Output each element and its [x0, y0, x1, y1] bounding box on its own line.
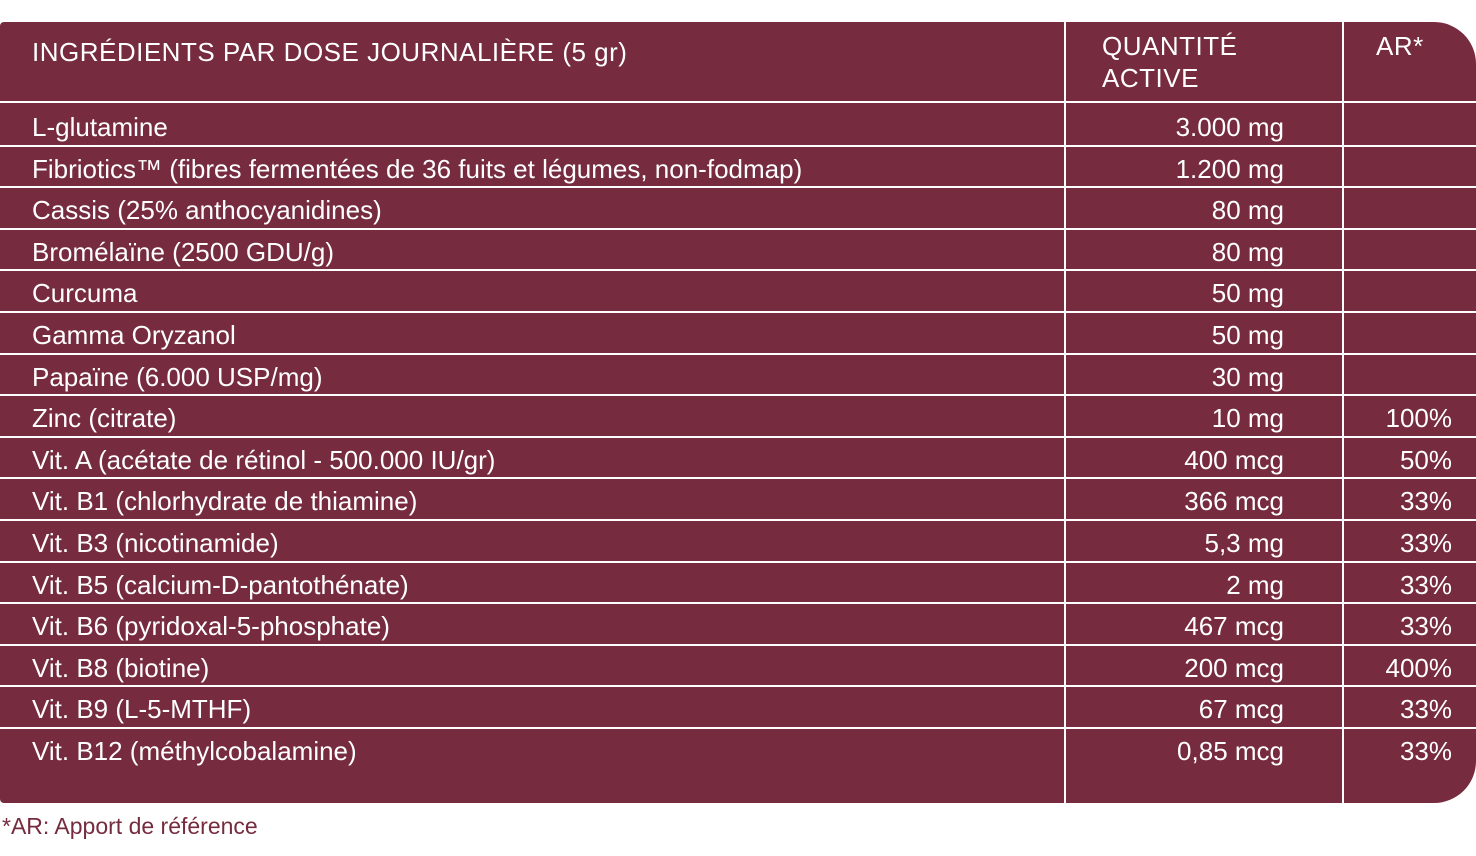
table-row [0, 646, 1476, 688]
quantity-cell: 50 mg [1211, 319, 1284, 350]
ingredient-cell: Vit. B1 (chlorhydrate de thiamine) [32, 486, 418, 517]
table-row [0, 355, 1476, 397]
ingredient-cell: Vit. B3 (nicotinamide) [32, 527, 279, 558]
ar-cell: 33% [1399, 611, 1452, 642]
ar-cell: 33% [1399, 527, 1452, 558]
table-row [0, 105, 1476, 147]
header-ingredient: INGRÉDIENTS PAR DOSE JOURNALIÈRE (5 gr) [32, 37, 628, 67]
quantity-cell: 200 mcg [1184, 652, 1284, 683]
ingredient-cell: Fibriotics™ (fibres fermentées de 36 fuits et légumes, non-fodmap) [32, 153, 803, 184]
table-row [0, 313, 1476, 355]
ingredient-cell: Vit. B9 (L-5-MTHF) [32, 694, 252, 725]
quantity-cell: 2 mg [1226, 569, 1284, 600]
ingredient-cell: Vit. B6 (pyridoxal-5-phosphate) [32, 611, 390, 642]
ingredient-cell: L-glutamine [32, 112, 168, 142]
header-quantity: QUANTITÉ ACTIVE [1102, 31, 1238, 93]
ingredient-cell: Cassis (25% anthocyanidines) [32, 195, 382, 226]
table-row [0, 271, 1476, 313]
quantity-cell: 50 mg [1211, 278, 1284, 309]
quantity-cell: 5,3 mg [1204, 527, 1284, 558]
quantity-cell: 467 mcg [1184, 611, 1284, 642]
quantity-cell: 30 mg [1211, 361, 1284, 392]
ingredient-cell: Papaïne (6.000 USP/mg) [32, 361, 323, 392]
table-row [0, 563, 1476, 605]
table-row [0, 147, 1476, 189]
table-row [0, 230, 1476, 272]
table-row [0, 438, 1476, 480]
table-row [0, 479, 1476, 521]
table-row [0, 396, 1476, 438]
ingredient-cell: Curcuma [32, 278, 138, 309]
footnote: *AR: Apport de référence [2, 813, 258, 839]
table-row [0, 687, 1476, 729]
ingredient-cell: Vit. A (acétate de rétinol - 500.000 IU/gr) [32, 444, 496, 475]
table-header [0, 22, 1476, 103]
ingredient-cell: Vit. B8 (biotine) [32, 652, 210, 683]
ar-cell: 33% [1399, 735, 1452, 766]
ar-cell: 33% [1399, 569, 1452, 600]
table-row [0, 729, 1476, 771]
quantity-cell: 366 mcg [1184, 486, 1284, 517]
quantity-cell: 1.200 mg [1175, 153, 1284, 184]
ar-cell: 33% [1399, 694, 1452, 725]
table-row [0, 604, 1476, 646]
ingredient-cell: Vit. B5 (calcium-D-pantothénate) [32, 569, 409, 600]
quantity-cell: 3.000 mg [1175, 112, 1284, 142]
table-body [0, 105, 1476, 771]
quantity-cell: 80 mg [1211, 195, 1284, 226]
quantity-cell: 80 mg [1211, 236, 1284, 267]
ar-cell: 33% [1399, 486, 1452, 517]
ingredient-cell: Bromélaïne (2500 GDU/g) [32, 236, 335, 267]
ar-cell: 50% [1399, 444, 1452, 475]
quantity-cell: 400 mcg [1184, 444, 1284, 475]
quantity-cell: 10 mg [1211, 403, 1284, 434]
table-row [0, 521, 1476, 563]
quantity-cell: 0,85 mcg [1177, 735, 1284, 766]
ar-cell: 100% [1385, 403, 1452, 434]
nutrition-table [0, 22, 1476, 803]
ingredient-cell: Gamma Oryzanol [32, 319, 236, 350]
header-ar: AR* [1376, 31, 1424, 61]
quantity-cell: 67 mcg [1198, 694, 1284, 725]
ingredient-cell: Vit. B12 (méthylcobalamine) [32, 735, 357, 766]
ingredient-cell: Zinc (citrate) [32, 403, 177, 434]
ar-cell: 400% [1385, 652, 1452, 683]
table-row [0, 188, 1476, 230]
